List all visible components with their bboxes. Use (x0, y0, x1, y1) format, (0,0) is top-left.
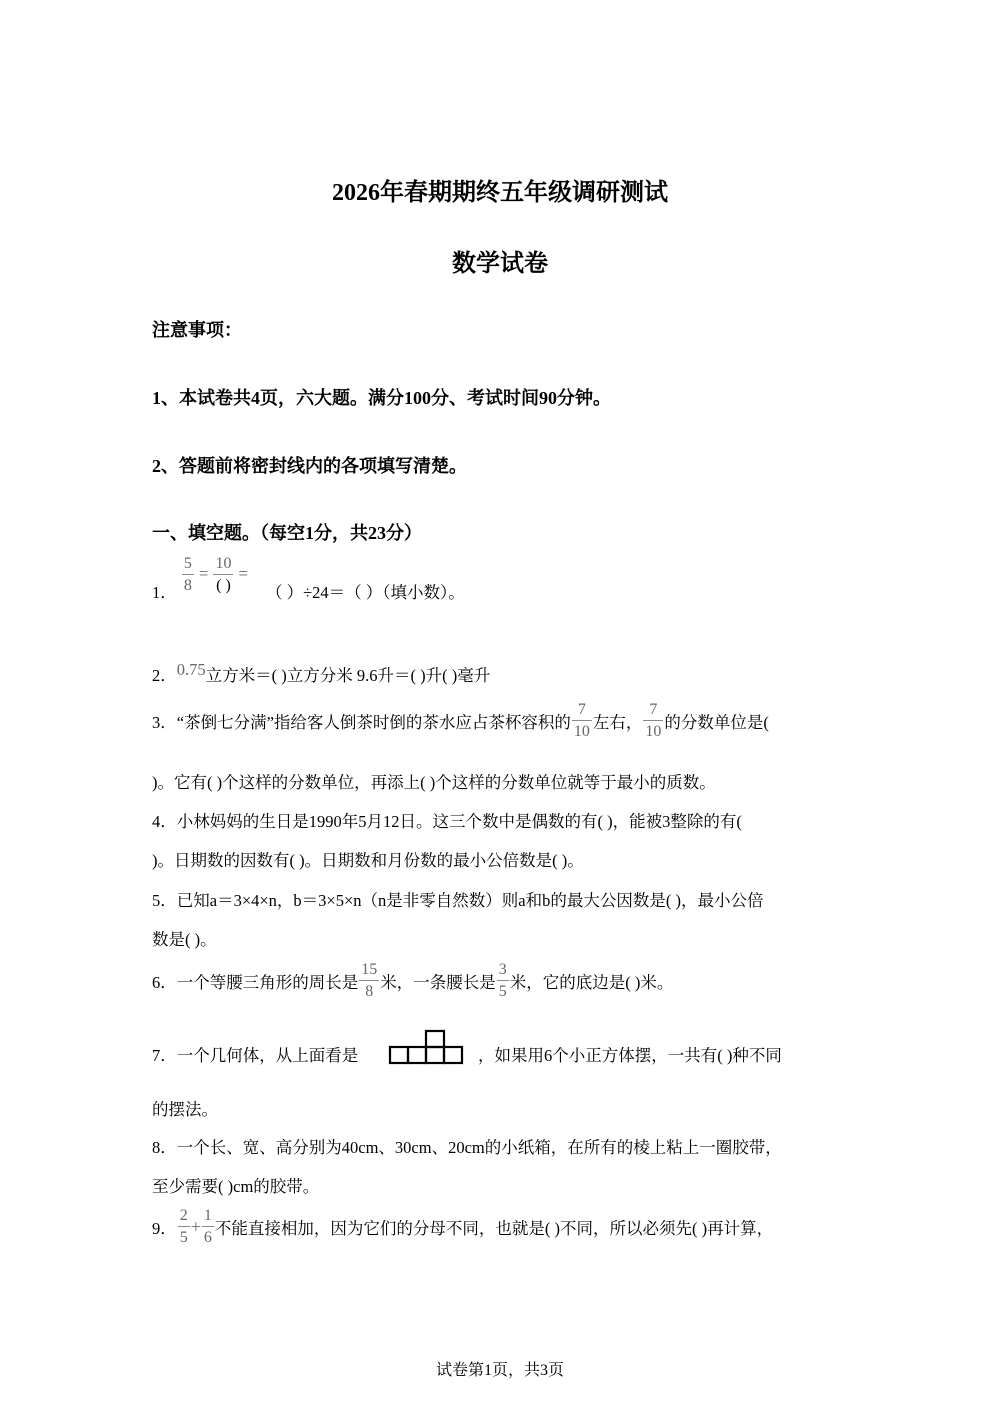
question-number: 1． (152, 583, 177, 602)
fraction: $\frac{15}{8}$ (361, 961, 378, 1000)
fraction: $\frac{2}{5}$ (179, 1207, 188, 1246)
exam-subtitle: 数学试卷 (452, 251, 548, 277)
question-8-line-2: 至少需要( )cm的胶带。 (152, 1177, 320, 1196)
notes-heading: 注意事项： (152, 320, 242, 340)
question-3-line-2: )。它有( )个这样的分数单位，再添上( )个这样的分数单位就等于最小的质数。 (152, 773, 716, 792)
fraction: $\frac{1}{6}$ (203, 1207, 212, 1246)
question-3: 3．“茶倒七分满”指给客人倒茶时倒的茶水应占茶杯容积的 $\frac{7}{10}$ 左右， $\frac{7}{10}$ 的分数单位是( (152, 701, 769, 740)
question-8: 8．一个长、宽、高分别为40cm、30cm、20cm的小纸箱，在所有的棱上粘上一圈胶带， (152, 1138, 782, 1157)
question-4: 4．小林妈妈的生日是1990年5月12日。这三个数中是偶数的有( )，能被3整除的有( (152, 812, 742, 831)
question-5: 5．已知a＝3×4×n，b＝3×5×n（n是非零自然数）则a和b的最大公因数是( )，最小公倍 (152, 891, 764, 910)
exam-title: 2026年春期期终五年级调研测试 (332, 180, 668, 206)
question-5-line-2: 数是( )。 (152, 930, 217, 949)
question-4-line-2: )。日期数的因数有( )。日期数和月份数的最小公倍数是( )。 (152, 851, 584, 870)
section-1-heading: 一、填空题。（每空1分，共23分） (152, 523, 422, 543)
page-footer: 试卷第1页，共3页 (435, 1362, 564, 1379)
question-6: 6．一个等腰三角形的周长是 $\frac{15}{8}$ 米，一条腰长是 $\frac{3}{5}$ 米，它的底边是( )米。 (152, 961, 674, 1000)
fraction: $\frac{7}{10}$ (645, 701, 662, 740)
question-7-line-2: 的摆法。 (152, 1100, 218, 1119)
question-7-continued: ，如果用6个小正方体摆，一共有( )种不同 (478, 1046, 782, 1065)
notes-item-2: 2、答题前将密封线内的各项填写清楚。 (152, 456, 467, 476)
question-2: 2．0.75立方米＝( )立方分米 9.6升＝( )升( )毫升 (152, 660, 491, 685)
question-1: 1． $\frac{5}{8}$ = $\frac{10}{( )}$ = （ ）÷24＝（ ）（填小数）。 (152, 555, 465, 602)
fraction: $\frac{10}{( )}$ (215, 555, 232, 594)
fraction: $\frac{7}{10}$ (573, 701, 590, 740)
fraction: $\frac{5}{8}$ (183, 555, 192, 594)
top-view-figure-icon (388, 1028, 464, 1066)
fraction: $\frac{3}{5}$ (498, 961, 507, 1000)
question-9: 9． $\frac{2}{5}$ + $\frac{1}{6}$ 不能直接相加，因为它们的分母不同，也就是( )不同，所以必须先( )再计算， (152, 1207, 774, 1246)
notes-item-1: 1、本试卷共4页，六大题。满分100分、考试时间90分钟。 (152, 388, 611, 408)
question-7: 7．一个几何体，从上面看是 (152, 1046, 359, 1065)
